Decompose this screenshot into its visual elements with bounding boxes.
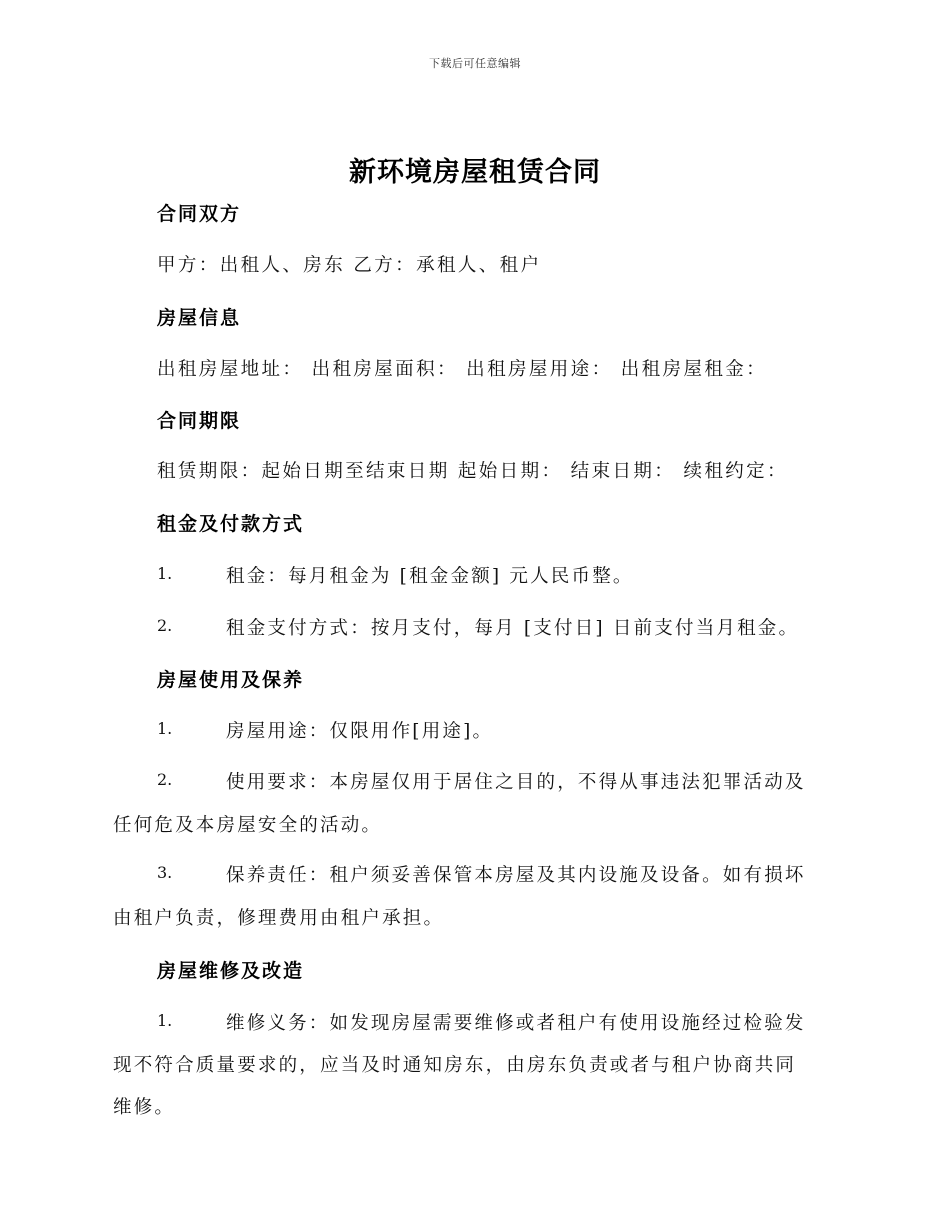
section-heading-usage: 房屋使用及保养 — [157, 669, 305, 691]
section-heading-house-info: 房屋信息 — [157, 307, 242, 329]
list-item-text-continued: 由租户负责，修理费用由租户承担。 — [113, 908, 445, 929]
list-number: 1. — [157, 1011, 173, 1030]
section-heading-repair: 房屋维修及改造 — [157, 960, 305, 982]
list-item-text-continued: 任何危及本房屋安全的活动。 — [113, 815, 383, 836]
list-number: 3. — [157, 863, 173, 882]
list-item-text: 租金支付方式：按月支付，每月 [支付日] 日前支付当月租金。 — [226, 618, 800, 639]
list-item-text-continued: 维修。 — [113, 1097, 176, 1118]
list-item-text: 房屋用途：仅限用作[用途]。 — [226, 721, 494, 742]
list-number: 2. — [157, 770, 173, 789]
list-number: 1. — [157, 564, 173, 583]
list-number: 2. — [157, 616, 173, 635]
list-item-text: 保养责任：租户须妥善保管本房屋及其内设施及设备。如有损坏 — [226, 865, 806, 886]
header-note: 下载后可任意编辑 — [429, 57, 521, 70]
term-text: 租赁期限：起始日期至结束日期 起始日期： 结束日期： 续租约定： — [157, 461, 788, 482]
section-heading-rent: 租金及付款方式 — [157, 513, 305, 535]
house-info-text: 出租房屋地址： 出租房屋面积： 出租房屋用途： 出租房屋租金： — [157, 359, 768, 380]
document-title: 新环境房屋租赁合同 — [349, 157, 601, 188]
parties-text: 甲方：出租人、房东 乙方：承租人、租户 — [157, 255, 542, 276]
list-item-text: 使用要求：本房屋仅用于居住之目的，不得从事违法犯罪活动及 — [226, 772, 806, 793]
list-item-text-continued: 现不符合质量要求的，应当及时通知房东，由房东负责或者与租户协商共同 — [113, 1055, 797, 1076]
section-heading-term: 合同期限 — [157, 410, 242, 432]
list-item-text: 维修义务：如发现房屋需要维修或者租户有使用设施经过检验发 — [226, 1013, 806, 1034]
list-number: 1. — [157, 719, 173, 738]
section-heading-parties: 合同双方 — [157, 203, 242, 225]
list-item-text: 租金：每月租金为 [租金金额] 元人民币整。 — [226, 566, 634, 587]
